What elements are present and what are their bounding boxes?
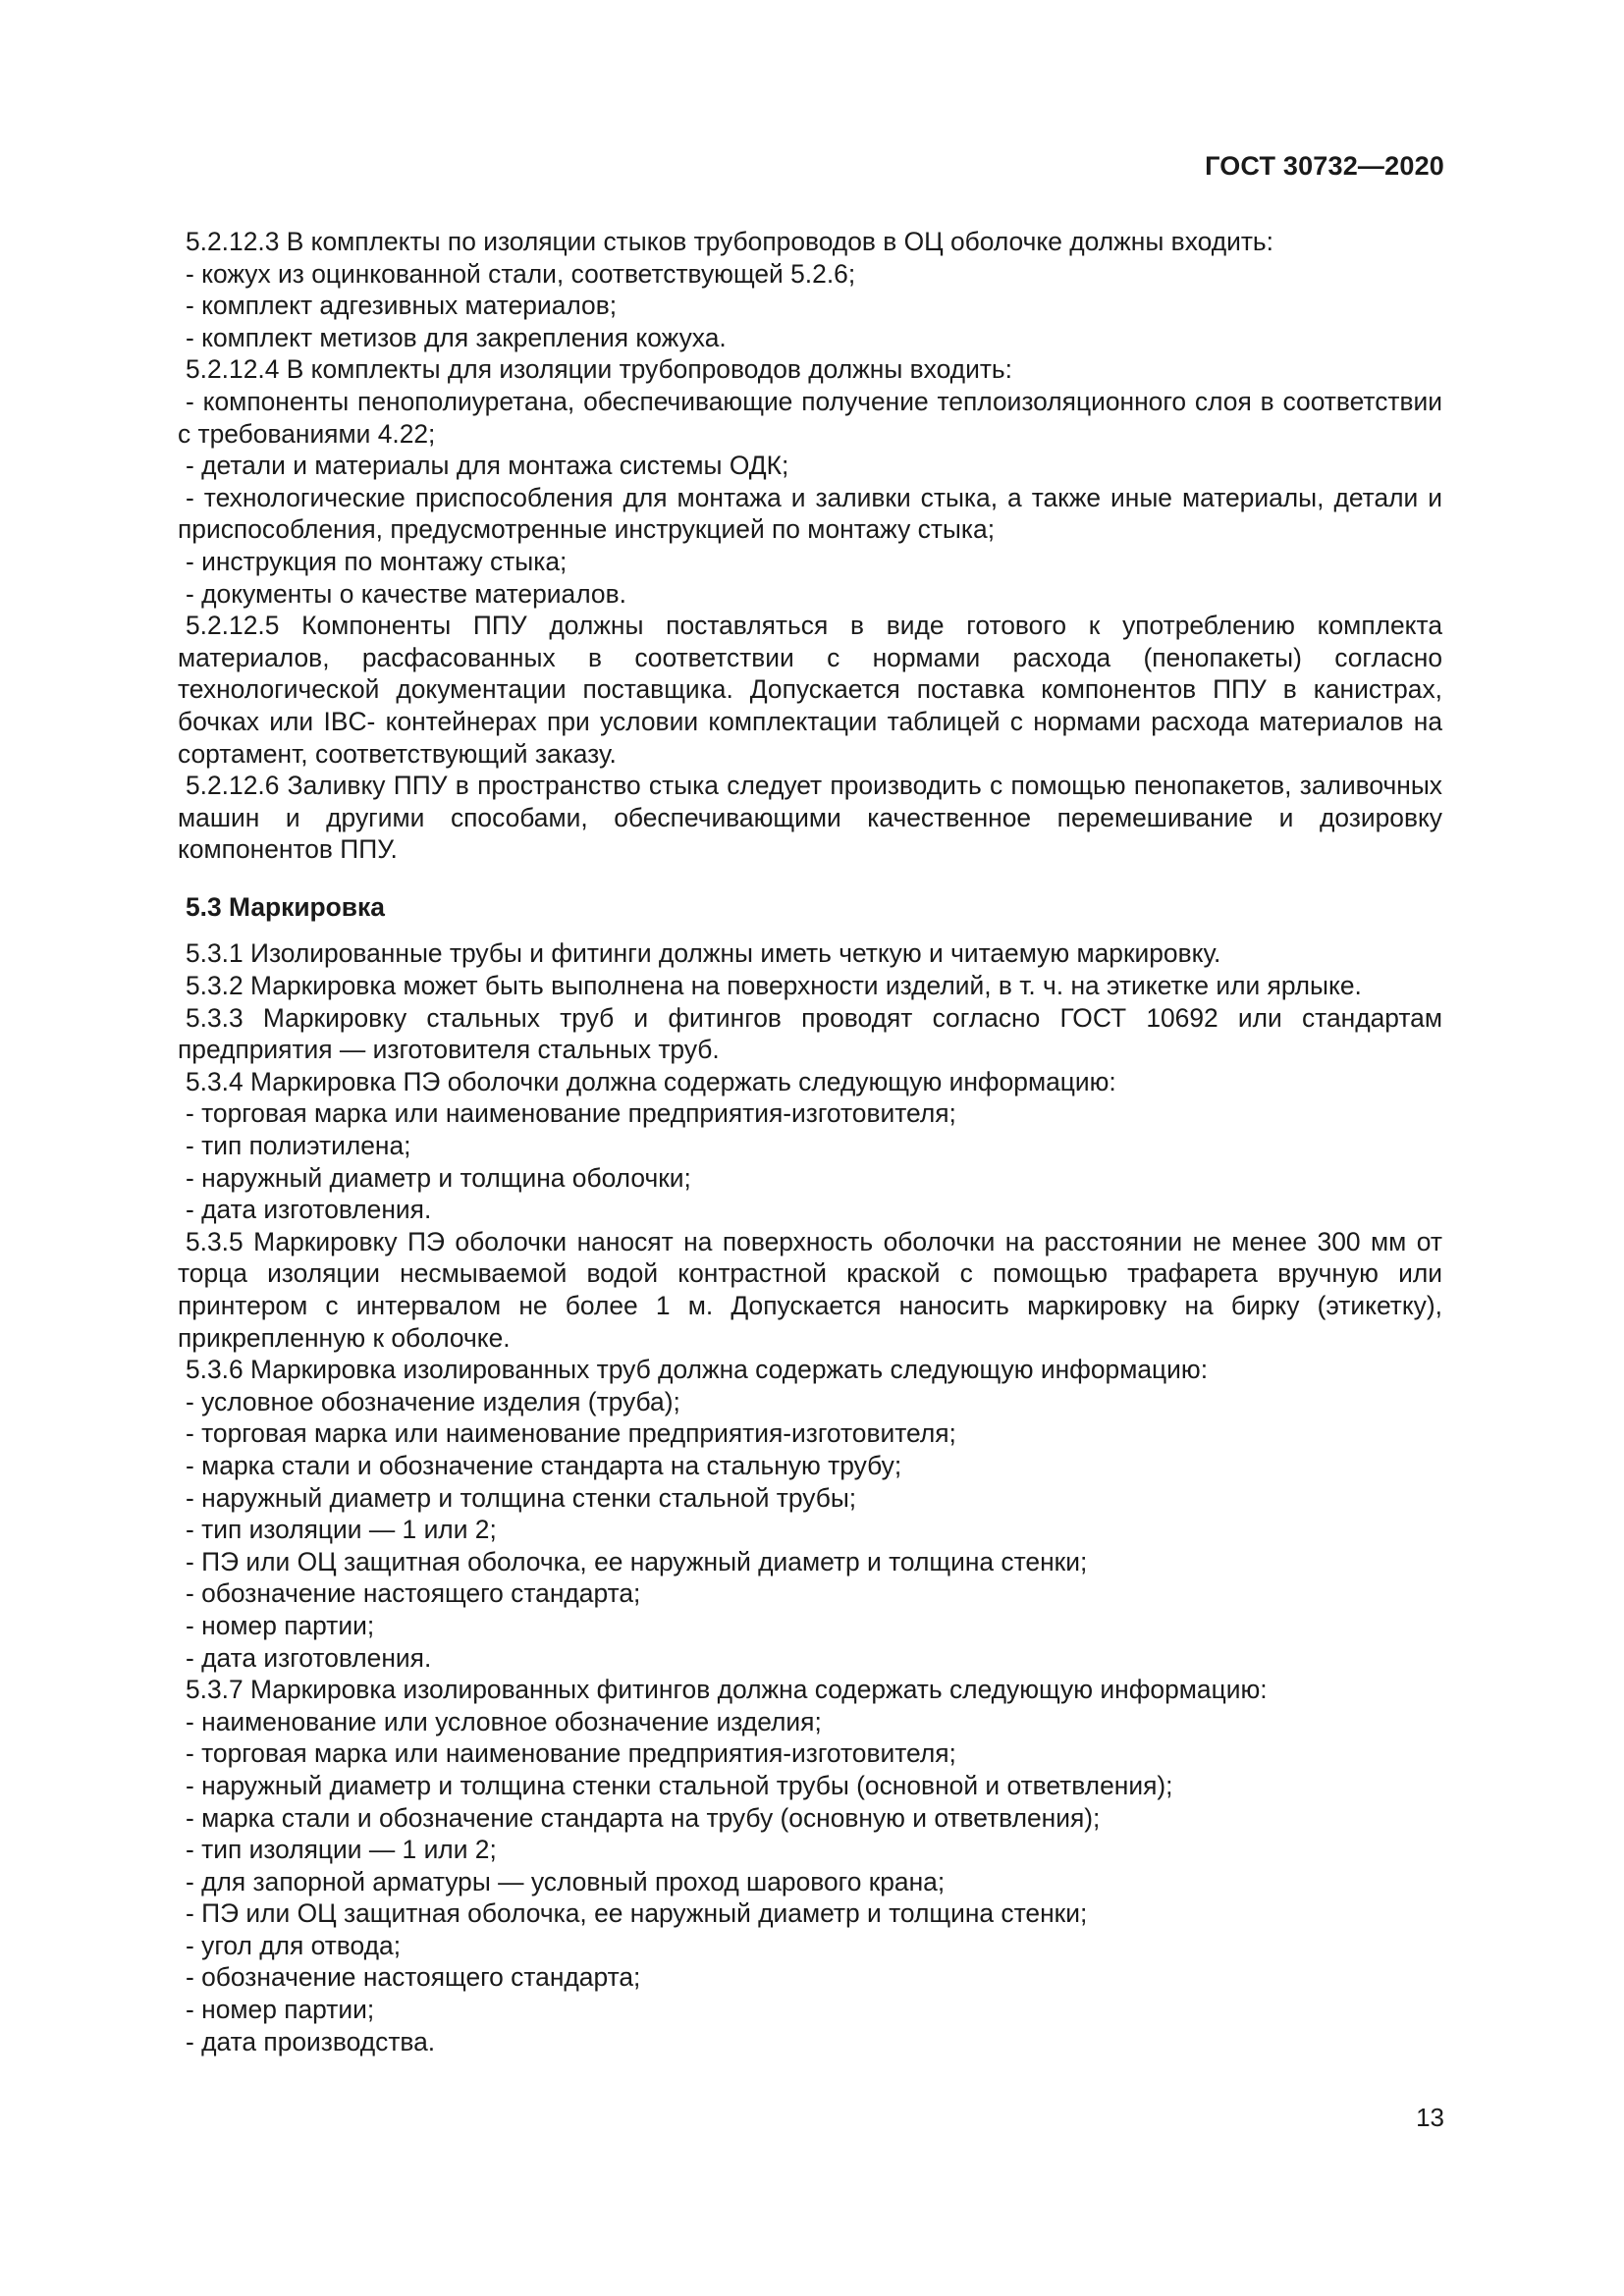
list-item: - дата изготовления. <box>186 1642 432 1673</box>
list-item: - наружный диаметр и толщина оболочки; <box>186 1162 691 1193</box>
list-item: - торговая марка или наименование предприятия-изготовителя; <box>186 1098 956 1129</box>
paragraph: 5.3.3 Маркировку стальных труб и фитингов проводят согласно ГОСТ 10692 или стандартам предприятия — изготовителя стальных труб. <box>178 1002 1442 1065</box>
list-item: - дата изготовления. <box>186 1195 432 1225</box>
list-item: - для запорной арматуры — условный проход шарового крана; <box>186 1866 946 1896</box>
list-item: - номер партии; <box>186 1995 375 2025</box>
paragraph: 5.3.7 Маркировка изолированных фитингов должна содержать следующую информацию: <box>186 1675 1268 1705</box>
list-item: - условное обозначение изделия (труба); <box>186 1386 680 1416</box>
list-item: - ПЭ или ОЦ защитная оболочка, ее наружный диаметр и толщина стенки; <box>186 1546 1088 1576</box>
paragraph: 5.3.4 Маркировка ПЭ оболочки должна содержать следующую информацию: <box>186 1066 1116 1096</box>
list-item: - тип изоляции — 1 или 2; <box>186 1835 497 1865</box>
list-item: - тип изоляции — 1 или 2; <box>186 1515 497 1545</box>
paragraph: 5.2.12.6 Заливку ППУ в пространство стыка следует производить с помощью пенопакетов, заливочных машин и другими способами, обеспечивающими качественное перемешивание и дозировку компонентов ППУ. <box>178 771 1442 865</box>
list-item: - детали и материалы для монтажа системы ОДК; <box>186 451 789 481</box>
list-item: - комплект адгезивных материалов; <box>186 291 618 321</box>
list-item: - марка стали и обозначение стандарта на стальную трубу; <box>186 1450 902 1480</box>
list-item: - наружный диаметр и толщина стенки стальной трубы; <box>186 1482 857 1513</box>
paragraph: 5.3.2 Маркировка может быть выполнена на поверхности изделий, в т. ч. на этикетке или ярлыке. <box>186 971 1362 1001</box>
paragraph: 5.3.5 Маркировку ПЭ оболочки наносят на поверхность оболочки на расстоянии не менее 300 мм от торца изоляции несмываемой водой контрастной краской с помощью трафарета вручную или принтером с интервалом не более 1 м. Допускается наносить маркировку на бирку (этикетку), прикрепленную к оболочке. <box>178 1226 1442 1353</box>
paragraph: 5.2.12.3 В комплекты по изоляции стыков трубопроводов в ОЦ оболочке должны входить: <box>186 227 1274 256</box>
list-item: - наружный диаметр и толщина стенки стальной трубы (основной и ответвления); <box>186 1770 1173 1800</box>
list-item: - ПЭ или ОЦ защитная оболочка, ее наружный диаметр и толщина стенки; <box>186 1898 1088 1929</box>
paragraph: 5.3.1 Изолированные трубы и фитинги должны иметь четкую и читаемую маркировку. <box>186 938 1221 969</box>
list-item: - компоненты пенополиуретана, обеспечивающие получение теплоизоляционного слоя в соответствии с требованиями 4.22; <box>178 386 1442 449</box>
page-header-standard-title: ГОСТ 30732—2020 <box>1205 151 1444 181</box>
list-item: - тип полиэтилена; <box>186 1131 411 1161</box>
list-item: - кожух из оцинкованной стали, соответствующей 5.2.6; <box>186 258 856 289</box>
list-item: - наименование или условное обозначение изделия; <box>186 1706 822 1736</box>
list-item: - инструкция по монтажу стыка; <box>186 546 568 576</box>
list-item: - угол для отвода; <box>186 1930 402 1960</box>
list-item: - номер партии; <box>186 1610 375 1640</box>
list-item: - торговая марка или наименование предприятия-изготовителя; <box>186 1738 956 1769</box>
paragraph: 5.2.12.4 В комплекты для изоляции трубопроводов должны входить: <box>186 354 1012 385</box>
paragraph: 5.3.6 Маркировка изолированных труб должна содержать следующую информацию: <box>186 1355 1209 1385</box>
paragraph: 5.2.12.5 Компоненты ППУ должны поставляться в виде готового к употреблению комплекта материалов, расфасованных в соответствии с нормами расхода (пенопакеты) согласно технологической документации поставщика. Допускается поставка компонентов ППУ в канистрах, бочках или IBC- контейнерах при условии комплектации таблицей с нормами расхода материалов на сортамент, соответствующий заказу. <box>178 611 1442 769</box>
list-item: - комплект метизов для закрепления кожуха. <box>186 322 727 352</box>
list-item: - дата производства. <box>186 2026 436 2056</box>
list-item: - торговая марка или наименование предприятия-изготовителя; <box>186 1418 956 1449</box>
body-text <box>178 226 1442 2057</box>
list-item: - марка стали и обозначение стандарта на трубу (основную и ответвления); <box>186 1802 1101 1833</box>
section-heading: 5.3 Маркировка <box>186 891 385 922</box>
list-item: - обозначение настоящего стандарта; <box>186 1578 641 1609</box>
list-item: - обозначение настоящего стандарта; <box>186 1962 641 1993</box>
list-item: - технологические приспособления для монтажа и заливки стыка, а также иные материалы, детали и приспособления, предусмотренные инструкцией по монтажу стыка; <box>178 482 1442 545</box>
page-number: 13 <box>1416 2103 1444 2132</box>
list-item: - документы о качестве материалов. <box>186 578 626 609</box>
